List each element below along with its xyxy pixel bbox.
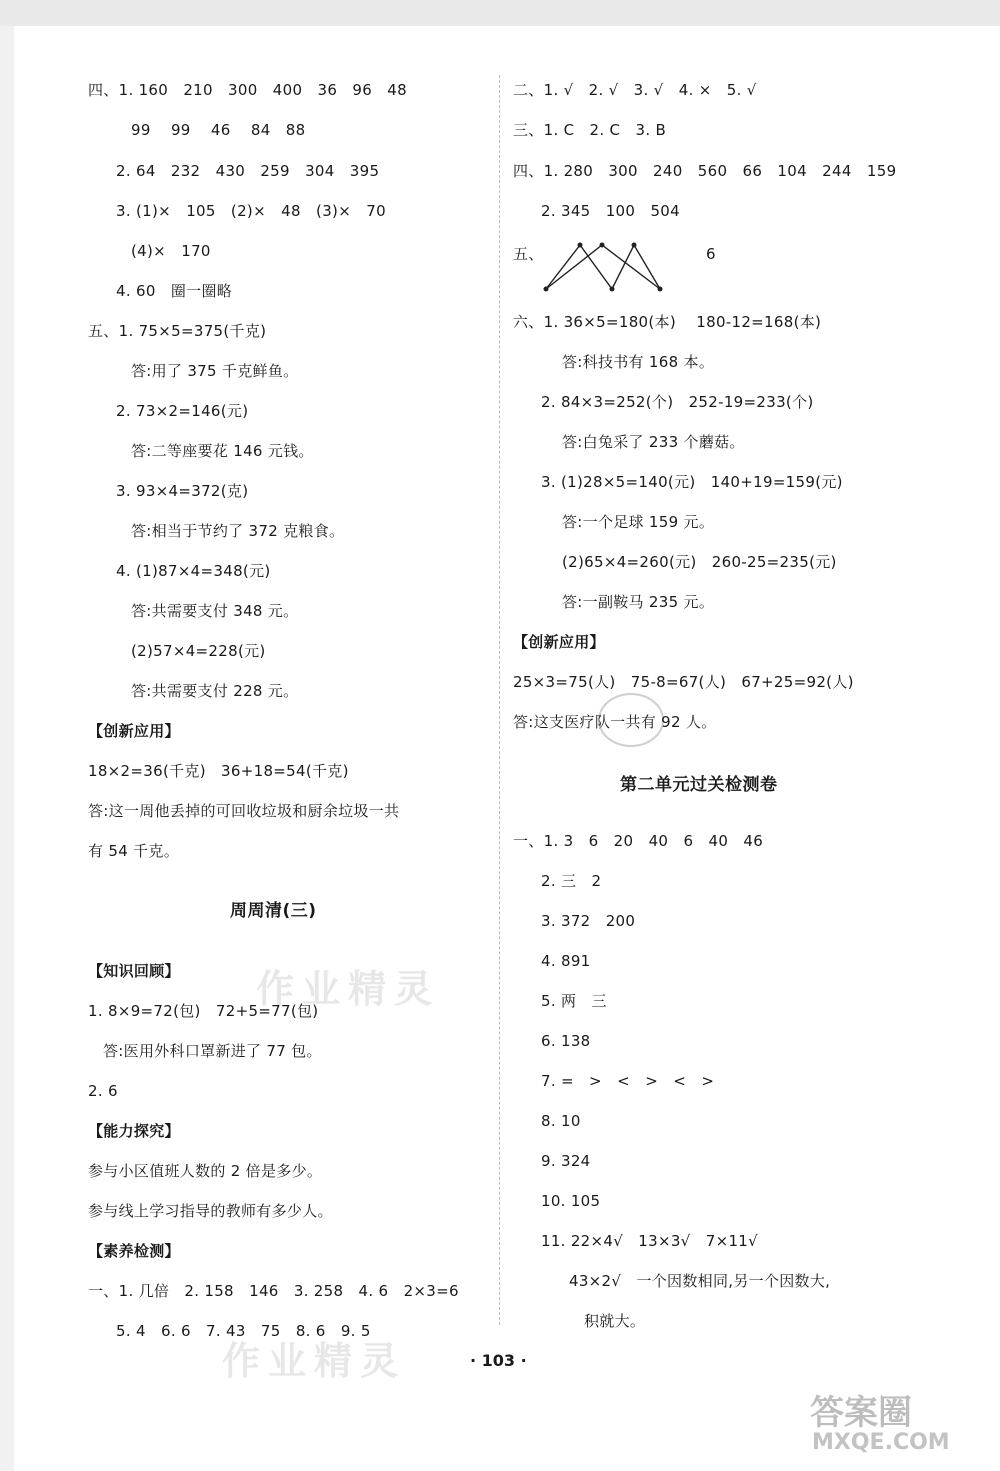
left-line-13: 答:共需要支付 348 元。 bbox=[131, 602, 299, 620]
right-line-25: 8. 10 bbox=[541, 1112, 581, 1130]
right-line-18: 一、1. 3 6 20 40 6 40 46 bbox=[513, 832, 764, 850]
scan-top-band bbox=[0, 0, 1000, 26]
left-line-7: 答:用了 375 千克鲜鱼。 bbox=[131, 362, 299, 380]
left-line-11: 答:相当于节约了 372 克粮食。 bbox=[131, 522, 345, 540]
right-line-21: 4. 891 bbox=[541, 952, 591, 970]
left-line-29: 一、1. 几倍 2. 158 146 3. 258 4. 6 2×3=6 bbox=[88, 1282, 459, 1300]
scan-left-shadow bbox=[0, 26, 14, 1471]
left-line-15: 答:共需要支付 228 元。 bbox=[131, 682, 299, 700]
section-title-unit-2-test: 第二单元过关检测卷 bbox=[620, 775, 778, 795]
left-line-0: 四、1. 160 210 300 400 36 96 48 bbox=[88, 81, 407, 99]
right-line-27: 10. 105 bbox=[541, 1192, 601, 1210]
left-line-6: 五、1. 75×5=375(千克) bbox=[88, 322, 267, 340]
right-line-6: 六、1. 36×5=180(本) 180-12=168(本) bbox=[513, 313, 822, 331]
left-line-22: 1. 8×9=72(包) 72+5=77(包) bbox=[88, 1002, 319, 1020]
right-line-13: 答:一副鞍马 235 元。 bbox=[562, 593, 715, 611]
right-line-10: 3. (1)28×5=140(元) 140+19=159(元) bbox=[541, 473, 843, 491]
left-section-header: 【素养检测】 bbox=[88, 1242, 180, 1260]
left-line-1: 99 99 46 84 88 bbox=[131, 121, 306, 139]
right-line-11: 答:一个足球 159 元。 bbox=[562, 513, 715, 531]
right-section-header: 【创新应用】 bbox=[513, 633, 605, 651]
left-line-23: 答:医用外科口罩新进了 77 包。 bbox=[103, 1042, 322, 1060]
right-line-12: (2)65×4=260(元) 260-25=235(元) bbox=[562, 553, 837, 571]
right-line-24: 7. = > < > < > bbox=[541, 1072, 715, 1090]
left-line-9: 答:二等座要花 146 元钱。 bbox=[131, 442, 314, 460]
watermark-2: 作业精灵 bbox=[222, 1339, 407, 1383]
left-line-4: (4)× 170 bbox=[131, 242, 211, 260]
page-number: · 103 · bbox=[470, 1351, 527, 1370]
left-line-8: 2. 73×2=146(元) bbox=[116, 402, 249, 420]
left-line-12: 4. (1)87×4=348(元) bbox=[116, 562, 271, 580]
right-line-28: 11. 22×4√ 13×3√ 7×11√ bbox=[541, 1232, 759, 1250]
right-line-9: 答:白兔采了 233 个蘑菇。 bbox=[562, 433, 745, 451]
right-line-22: 5. 两 三 bbox=[541, 992, 607, 1010]
right-line-23: 6. 138 bbox=[541, 1032, 591, 1050]
left-line-19: 有 54 千克。 bbox=[88, 842, 180, 860]
right-line-29: 43×2√ 一个因数相同,另一个因数大, bbox=[569, 1272, 831, 1290]
right-line-3: 2. 345 100 504 bbox=[541, 202, 680, 220]
right-line-30: 积就大。 bbox=[584, 1312, 646, 1330]
left-section-header: 【知识回顾】 bbox=[88, 962, 180, 980]
left-line-26: 参与小区值班人数的 2 倍是多少。 bbox=[88, 1162, 323, 1180]
left-line-17: 18×2=36(千克) 36+18=54(千克) bbox=[88, 762, 349, 780]
right-line-8: 2. 84×3=252(个) 252-19=233(个) bbox=[541, 393, 814, 411]
zigzag-line-diagram bbox=[538, 236, 668, 296]
left-section-header: 【能力探究】 bbox=[88, 1122, 180, 1140]
right-line-4: 五、 bbox=[513, 245, 544, 263]
left-line-24: 2. 6 bbox=[88, 1082, 118, 1100]
left-line-5: 4. 60 圈一圈略 bbox=[116, 282, 233, 300]
left-line-27: 参与线上学习指导的教师有多少人。 bbox=[88, 1202, 333, 1220]
left-line-3: 3. (1)× 105 (2)× 48 (3)× 70 bbox=[116, 202, 386, 220]
right-line-2: 四、1. 280 300 240 560 66 104 244 159 bbox=[513, 162, 897, 180]
site-logo-watermark: 答案圈 bbox=[810, 1393, 912, 1433]
right-line-20: 3. 372 200 bbox=[541, 912, 636, 930]
left-line-2: 2. 64 232 430 259 304 395 bbox=[116, 162, 380, 180]
right-line-26: 9. 324 bbox=[541, 1152, 591, 1170]
right-line-15: 25×3=75(人) 75-8=67(人) 67+25=92(人) bbox=[513, 673, 854, 691]
left-line-10: 3. 93×4=372(克) bbox=[116, 482, 249, 500]
right-line-5: 6 bbox=[706, 245, 716, 263]
right-line-19: 2. 三 2 bbox=[541, 872, 602, 890]
watermark-1: 作业精灵 bbox=[256, 967, 441, 1011]
site-url-watermark: MXQE.COM bbox=[812, 1430, 950, 1455]
right-line-1: 三、1. C 2. C 3. B bbox=[513, 121, 667, 139]
left-section-header: 【创新应用】 bbox=[88, 722, 180, 740]
left-line-14: (2)57×4=228(元) bbox=[131, 642, 266, 660]
right-line-0: 二、1. √ 2. √ 3. √ 4. × 5. √ bbox=[513, 81, 757, 99]
section-title-weekly-3: 周周清(三) bbox=[230, 901, 317, 921]
column-divider bbox=[499, 75, 500, 1325]
right-line-7: 答:科技书有 168 本。 bbox=[562, 353, 715, 371]
right-line-16: 答:这支医疗队一共有 92 人。 bbox=[513, 713, 717, 731]
left-line-30: 5. 4 6. 6 7. 43 75 8. 6 9. 5 bbox=[116, 1322, 371, 1340]
left-line-18: 答:这一周他丢掉的可回收垃圾和厨余垃圾一共 bbox=[88, 802, 400, 820]
